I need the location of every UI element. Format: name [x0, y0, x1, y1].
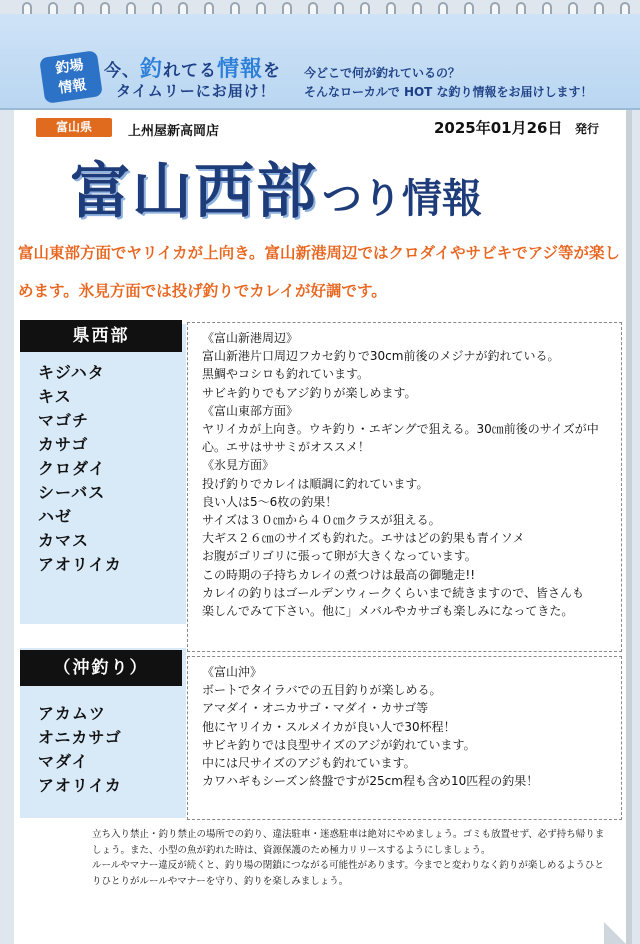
footer-line: りひとりがルールやマナーを守り、釣りを楽しみましょう。 [92, 875, 349, 887]
report-line: サイズは３０㎝から４０㎝クラスが狙える。 [202, 513, 441, 528]
report-line: ボートでタイラバでの五目釣りが楽しめる。 [202, 683, 442, 698]
report-line: 他にヤリイカ・スルメイカが良い人で30杯程！ [202, 719, 456, 734]
fish-item: クロダイ [38, 459, 106, 478]
issued-label: 発行 [575, 122, 600, 136]
report-line: 《富山沖》 [202, 665, 263, 679]
info-badge [39, 50, 103, 104]
tagline [304, 64, 593, 102]
catch-part-c: れてる [163, 61, 218, 81]
catch-part-b: 釣 [140, 57, 164, 82]
report-line: この時期の子持ちカレイの煮つけは最高の御馳走!! [202, 567, 476, 582]
catchphrase-line-2: タイムリーにお届け！ [116, 82, 276, 100]
catch-part-e: を [263, 61, 282, 81]
tagline-2: そんなローカルで HOT な釣り情報をお届けします！ [304, 85, 593, 99]
report-line: 大ギス２６㎝のサイズも釣れた。エサはどの釣果も青イソメ [202, 531, 525, 546]
report-line: 中には尺サイズのアジも釣れています。 [202, 756, 416, 771]
fish-item: アオリイカ [38, 555, 122, 574]
issue-date: 2025年01月26日 [434, 119, 563, 137]
page-title [70, 144, 482, 227]
report-line: 黒鯛やコシロも釣れています。 [202, 367, 370, 382]
report-line: お腹がゴリゴリに張って卵が大きくなっています。 [202, 549, 477, 564]
summary-text: 富山東部方面でヤリイカが上向き。富山新港周辺ではクロダイやサビキでアジ等が楽しめます。氷見方面では投げ釣りでカレイが好調です。 [18, 244, 621, 300]
fish-item: アカムツ [38, 704, 106, 723]
fish-item: カマス [38, 531, 90, 550]
report-line: 楽しんでみて下さい。他に」メバルやカサゴも楽しみになってきた。 [202, 604, 574, 619]
tagline-1: 今どこで何が釣れているの？ [304, 66, 461, 80]
footer-notice [92, 827, 618, 889]
catchphrase-line-1 [104, 52, 281, 83]
fish-item: アオリイカ [38, 776, 122, 795]
report-line: 《富山東部方面》 [202, 403, 299, 418]
catch-part-a: 今、 [104, 61, 140, 81]
fish-item: キス [38, 387, 72, 406]
report-line: 《氷見方面》 [202, 458, 275, 473]
store-name: 上州屋新高岡店 [128, 124, 220, 139]
badge-line-2: 情報 [57, 77, 88, 97]
offshore-report-box [187, 656, 622, 820]
fish-item: シーバス [38, 483, 106, 502]
fish-item: マゴチ [38, 411, 90, 430]
prefecture-tag: 富山県 [36, 118, 112, 137]
header-band [0, 14, 640, 110]
footer-line: 立ち入り禁止・釣り禁止の場所での釣り、違法駐車・迷惑駐車は絶対にやめましょう。ゴミも放置せず、必ず持ち帰りま [92, 829, 605, 840]
west-heading: 県西部 [20, 320, 182, 352]
report-line: サビキ釣りでもアジ釣りが楽しめます。 [202, 385, 417, 400]
badge-line-1: 釣場 [54, 57, 85, 77]
footer-line: ルールやマナー違反が続くと、釣り場の閉鎖につながる可能性があります。今までと変わりなく釣りが楽しめるようひと [92, 860, 604, 871]
catch-part-d: 情報 [217, 57, 264, 82]
report-line: 良い人は5～6枚の釣果！ [202, 494, 338, 509]
report-line: カレイの釣りはゴールデンウィークくらいまで続きますので、皆さんも [202, 585, 584, 600]
fish-item: カサゴ [38, 435, 89, 454]
title-main: 富山西部 [70, 157, 318, 227]
fish-item: マダイ [38, 752, 89, 771]
report-line: サビキ釣りでは良型サイズのアジが釣れています。 [202, 737, 476, 752]
west-report-box [187, 322, 622, 652]
title-sub: つり情報 [322, 176, 482, 222]
report-line: 心。エサはササミがオススメ！ [202, 440, 370, 455]
offshore-fish-list [38, 702, 122, 798]
report-sheet [14, 110, 626, 944]
footer-line: しょう。また、小型の魚が釣れた時は、資源保護のため極力リリースするようにしましょう。 [92, 844, 491, 856]
offshore-heading: （沖釣り） [20, 650, 182, 686]
fish-item: キジハタ [38, 363, 105, 382]
report-line: ヤリイカが上向き。ウキ釣り・エギングで狙える。30㎝前後のサイズが中 [202, 422, 599, 437]
fish-item: オニカサゴ [38, 728, 122, 747]
report-line: 富山新港片口周辺フカセ釣りで30cm前後のメジナが釣れている。 [202, 349, 560, 364]
report-line: カワハギもシーズン終盤ですが25cm程も含め10匹程の釣果！ [202, 774, 539, 789]
fish-item: ハゼ [38, 507, 73, 526]
report-line: 《富山新港周辺》 [202, 331, 299, 345]
west-fish-list [38, 361, 122, 577]
report-line: アマダイ・オニカサゴ・マダイ・カサゴ等 [202, 701, 429, 716]
report-line: 投げ釣りでカレイは順調に釣れています。 [202, 476, 429, 491]
page-fold-corner [604, 922, 626, 944]
